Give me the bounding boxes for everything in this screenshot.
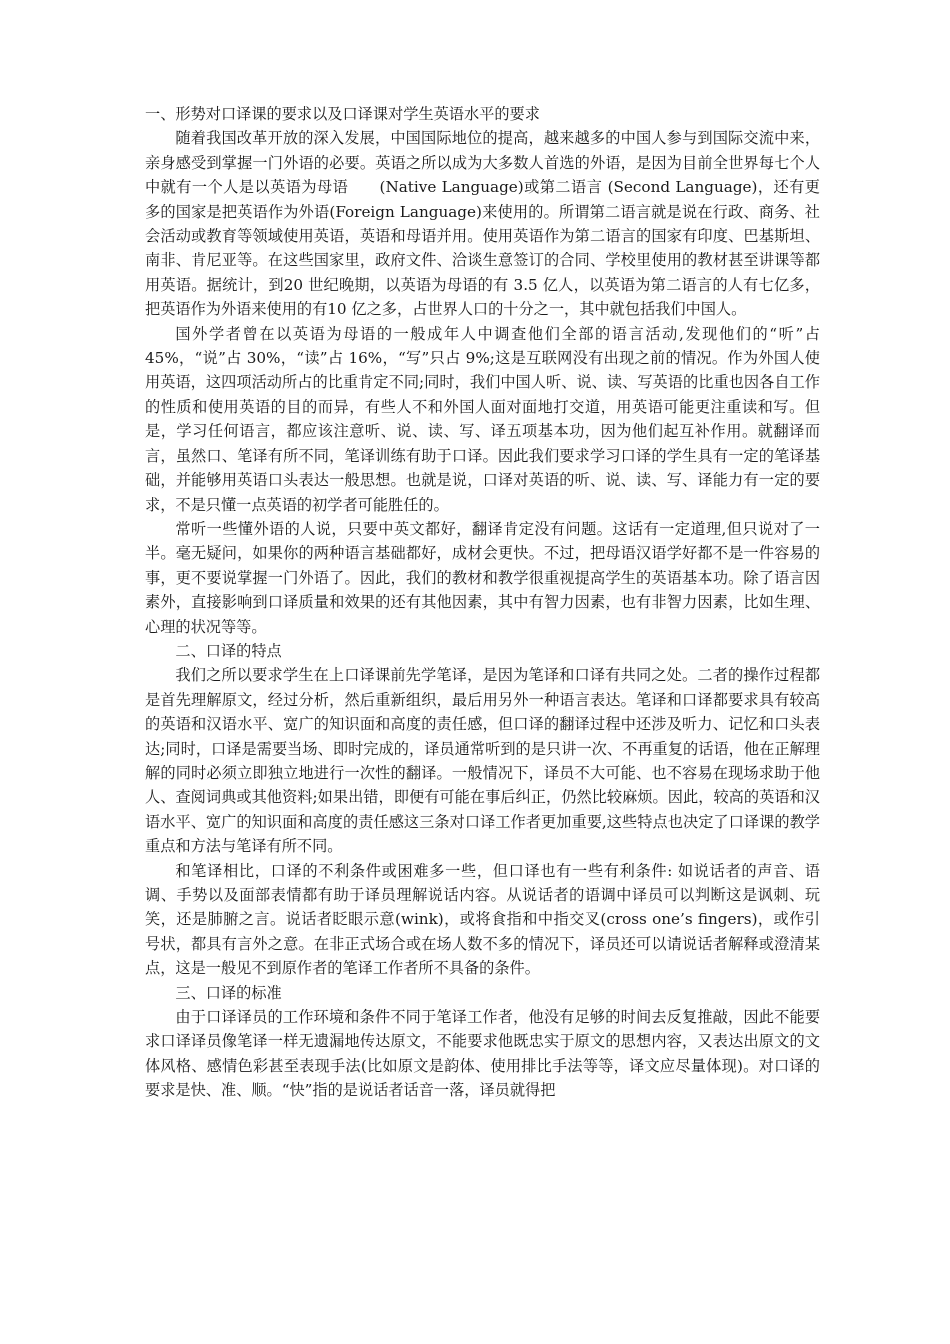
section-heading-1: 一、形势对口译课的要求以及口译课对学生英语水平的要求 [145,105,540,123]
section-heading-3: 三、口译的标准 [175,983,282,1002]
paragraph-4: 我们之所以要求学生在上口译课前先学笔译，是因为笔译和口译有共同之处。二者的操作过程都是首先理解原文，经过分析，然后重新组织，最后用另外一种语言表达。笔译和口译都要求具有较高的英语和汉语水平、宽广的知识面和高度的责任感，但口译的翻译过程中还涉及听力、记忆和口头表达;同时，口译是需要当场、即时完成的，译员通常听到的是只讲一次、不再重复的话语，他在正解理解的同时必须立即独立地进行一次性的翻译。一般情况下，译员不大可能、也不容易在现场求助于他人、查阅词典或其他资料;如果出错，即便有可能在事后纠正，仍然比较麻烦。因此，较高的英语和汉语水平、宽广的知识面和高度的责任感这三条对口译工作者更加重要,这些特点也决定了口译课的教学重点和方法与笔译有所不同。 [145,666,820,856]
paragraph-1: 随着我国改革开放的深入发展，中国国际地位的提高，越来越多的中国人参与到国际交流中来，亲身感受到掌握一门外语的必要。英语之所以成为大多数人首选的外语，是因为目前全世界每七个人中就有一个人是以英语为母语 (Native Language)或第二语言 (Second Language)，还有更多的国家是把英语作为外语(Foreign Language)来使用的。所谓第二语言就是说在行政、商务、社会活动或教育等领域使用英语，英语和母语并用。使用英语作为第二语言的国家有印度、巴基斯坦、南非、肯尼亚等。在这些国家里，政府文件、洽谈生意签订的合同、学校里使用的教材甚至讲课等都用英语。据统计，到20 世纪晚期，以英语为母语的有 3.5 亿人，以英语为第二语言的人有七亿多，把英语作为外语来使用的有10 亿之多，占世界人口的十分之一，其中就包括我们中国人。 [145,129,820,319]
paragraph-2: 国外学者曾在以英语为母语的一般成年人中调查他们全部的语言活动,发现他们的“听”占 45%，“说”占 30%，“读”占 16%，“写”只占 9%;这是互联网没有出现之前的情况。作为外国人使用英语，这四项活动所占的比重肯定不同;同时，我们中国人听、说、读、写英语的比重也因各自工作的性质和使用英语的目的而异，有些人不和外国人面对面地打交道，用英语可能更注重读和写。但是，学习任何语言，都应该注意听、说、读、写、译五项基本功，因为他们起互补作用。就翻译而言，虽然口、笔译有所不同，笔译训练有助于口译。因此我们要求学习口译的学生具有一定的笔译基础，并能够用英语口头表达一般思想。也就是说，口译对英语的听、说、读、写、译能力有一定的要求，不是只懂一点英语的初学者可能胜任的。 [145,324,820,514]
paragraph-3: 常听一些懂外语的人说，只要中英文都好，翻译肯定没有问题。这话有一定道理,但只说对了一半。毫无疑问，如果你的两种语言基础都好，成材会更快。不过，把母语汉语学好都不是一件容易的事，更不要说掌握一门外语了。因此，我们的教材和教学很重视提高学生的英语基本功。除了语言因素外，直接影响到口译质量和效果的还有其他因素，其中有智力因素，也有非智力因素，比如生理、心理的状况等等。 [145,519,820,636]
paragraph-6: 由于口译译员的工作环境和条件不同于笔译工作者，他没有足够的时间去反复推敲，因此不能要求口译译员像笔译一样无遗漏地传达原文，不能要求他既忠实于原文的思想内容，又表达出原文的文体风格、感情色彩甚至表现手法(比如原文是韵体、使用排比手法等等，译文应尽量体现)。对口译的要求是快、准、顺。“快”指的是说话者话音一落，译员就得把 [145,1008,820,1100]
document-body [145,102,820,1103]
section-heading-2: 二、口译的特点 [175,641,282,660]
paragraph-5: 和笔译相比，口译的不利条件或困难多一些，但口译也有一些有利条件: 如说话者的声音、语调、手势以及面部表情都有助于译员理解说话内容。从说话者的语调中译员可以判断这是讽刺、玩笑，还是肺腑之言。说话者眨眼示意(wink)，或将食指和中指交叉(cross one’s fingers)，或作引号状，都具有言外之意。在非正式场合或在场人数不多的情况下，译员还可以请说话者解释或澄清某点，这是一般见不到原作者的笔译工作者所不具备的条件。 [145,861,820,978]
